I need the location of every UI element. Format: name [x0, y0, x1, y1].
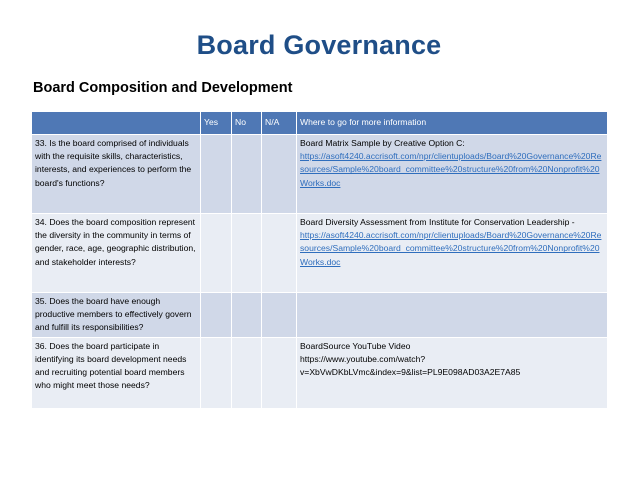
- info-cell: [297, 293, 608, 338]
- yes-cell[interactable]: [201, 293, 232, 338]
- question-cell: 36. Does the board participate in identifying its board development needs and recruiting potential board members who might meet those needs?: [32, 337, 201, 408]
- na-cell[interactable]: [262, 214, 297, 293]
- header-question: [32, 112, 201, 135]
- header-info: Where to go for more information: [297, 112, 608, 135]
- page-title: Board Governance: [196, 30, 442, 60]
- yes-cell[interactable]: [201, 337, 232, 408]
- info-text: BoardSource YouTube Video: [300, 340, 411, 351]
- header-yes: Yes: [201, 112, 232, 135]
- info-cell: [297, 337, 608, 408]
- no-cell[interactable]: [232, 337, 262, 408]
- table-header-row: [32, 112, 608, 135]
- table-row: [32, 135, 608, 214]
- youtube-url[interactable]: https://www.youtube.com/watch?v=XbVwDKbLVmc&index=9&list=PL9E098AD03A2E7A85: [300, 353, 521, 378]
- no-cell[interactable]: [232, 135, 262, 214]
- info-text: Board Matrix Sample by Creative Option C:: [300, 138, 465, 148]
- question-cell: 35. Does the board have enough productive members to effectively govern and fulfill its responsibilities?: [32, 293, 201, 338]
- no-cell[interactable]: [232, 293, 262, 338]
- section-subtitle: Board Composition and Development: [33, 80, 293, 96]
- info-text: Board Diversity Assessment from Institute for Conservation Leadership -: [300, 217, 575, 227]
- resource-link[interactable]: https://asoft4240.accrisoft.com/npr/clientuploads/Board%20Governance%20Resources/Sample%20board_committee%20structure%20from%20Nonprofit%20Works.doc: [300, 230, 602, 267]
- na-cell[interactable]: [262, 337, 297, 408]
- header-no: No: [232, 112, 262, 135]
- table-row: [32, 214, 608, 293]
- na-cell[interactable]: [262, 135, 297, 214]
- table-row: [32, 337, 608, 408]
- yes-cell[interactable]: [201, 214, 232, 293]
- assessment-table: [31, 111, 608, 409]
- info-cell: [297, 135, 608, 214]
- resource-link[interactable]: https://asoft4240.accrisoft.com/npr/clientuploads/Board%20Governance%20Resources/Sample%20board_committee%20structure%20from%20Nonprofit%20Works.doc: [300, 151, 602, 188]
- question-cell: 34. Does the board composition represent the diversity in the community in terms of gender, race, age, geographic distribution, and stakeholder interests?: [32, 214, 201, 293]
- na-cell[interactable]: [262, 293, 297, 338]
- header-na: N/A: [262, 112, 297, 135]
- table-row: [32, 293, 608, 338]
- yes-cell[interactable]: [201, 135, 232, 214]
- question-cell: 33. Is the board comprised of individuals with the requisite skills, characteristics, interests, and experiences to perform the board's functions?: [32, 135, 201, 214]
- info-cell: [297, 214, 608, 293]
- no-cell[interactable]: [232, 214, 262, 293]
